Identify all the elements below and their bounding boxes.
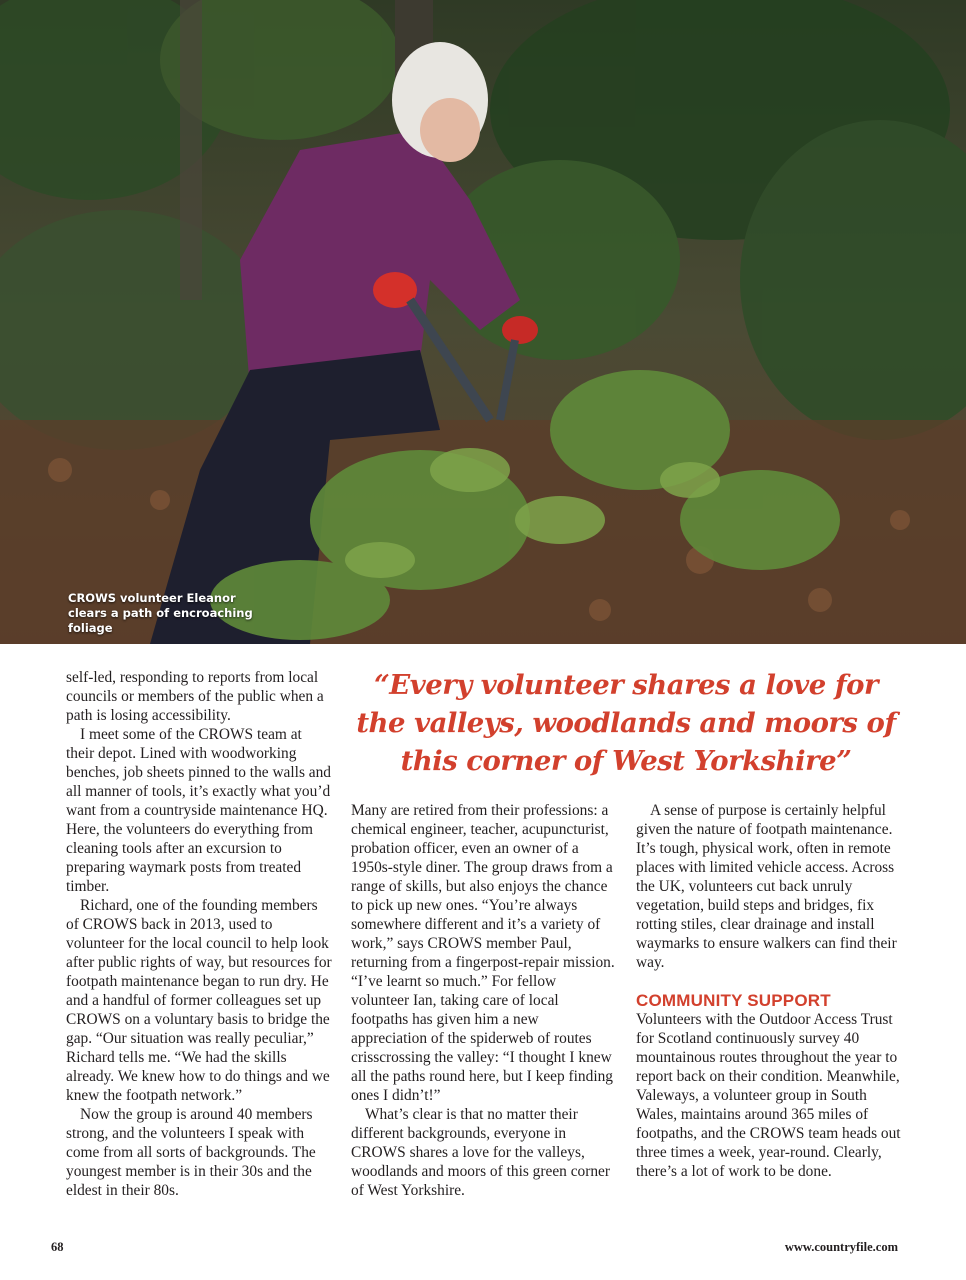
- page-number: 68: [51, 1240, 64, 1254]
- article-column-3: [636, 801, 902, 1181]
- paragraph: Volunteers with the Outdoor Access Trust for Scotland continuously survey 40 mountainous routes throughout the year to report back on their condition. Meanwhile, Valeways, a volunteer group in South Wales, maintains around 365 miles of footpaths, and the CROWS team heads out three times a week, year-round. Clearly, there’s a lot of work to be done.: [636, 1011, 901, 1180]
- website-url[interactable]: www.countryfile.com: [784, 1240, 898, 1254]
- paragraph: self-led, responding to reports from local councils or members of the public when a path is losing accessibility.: [66, 669, 324, 724]
- article-column-1: [66, 668, 332, 1200]
- paragraph: What’s clear is that no matter their different backgrounds, everyone in CROWS shares a love for the valleys, woodlands and moors of this green corner of West Yorkshire.: [351, 1106, 611, 1199]
- paragraph: I meet some of the CROWS team at their depot. Lined with woodworking benches, job sheets pinned to the walls and all manner of tools, it’s exactly what you’d want from a countryside maintenance HQ. Here, the volunteers do everything from cleaning tools after an excursion to preparing waymark posts from treated timber.: [66, 726, 331, 895]
- pull-quote: “Every volunteer shares a love for the valleys, woodlands and moors of this corner of West Yorkshire”: [356, 669, 896, 777]
- article-column-2: [351, 801, 617, 1200]
- photo-caption: CROWS volunteer Eleanor clears a path of encroaching foliage: [68, 591, 253, 635]
- paragraph: A sense of purpose is certainly helpful given the nature of footpath maintenance. It’s tough, physical work, often in remote places with limited vehicle access. Across the UK, volunteers cut back unruly vegetation, build steps and bridges, fix rotting stiles, clear drainage and install waymarks to ensure walkers can find their way.: [636, 802, 897, 971]
- paragraph: Now the group is around 40 members strong, and the volunteers I speak with come from all sorts of backgrounds. The youngest member is in their 30s and the eldest in their 80s.: [66, 1106, 316, 1199]
- paragraph: Many are retired from their professions: a chemical engineer, teacher, acupuncturist, probation officer, even an owner of a 1950s-style diner. The group draws from a range of skills, but also enjoys the chance to pick up new ones. “You’re always somewhere different and it’s a variety of work,” says CROWS member Paul, returning from a fingerpost-repair mission. “I’ve learnt so much.” For fellow volunteer Ian, taking care of local footpaths has given him a new appreciation of the spiderweb of routes crisscrossing the valley: “I thought I knew all the paths round here, but I keep finding ones I didn’t!”: [351, 802, 615, 1104]
- paragraph: Richard, one of the founding members of CROWS back in 2013, used to volunteer for the local council to help look after public rights of way, but resources for footpath maintenance began to run dry. He and a handful of former colleagues set up CROWS on a voluntary basis to bridge the gap. “Our situation was really peculiar,” Richard tells me. “We had the skills already. We knew how to do things and we knew the footpath network.”: [66, 897, 332, 1104]
- section-subhead: COMMUNITY SUPPORT: [636, 991, 831, 1010]
